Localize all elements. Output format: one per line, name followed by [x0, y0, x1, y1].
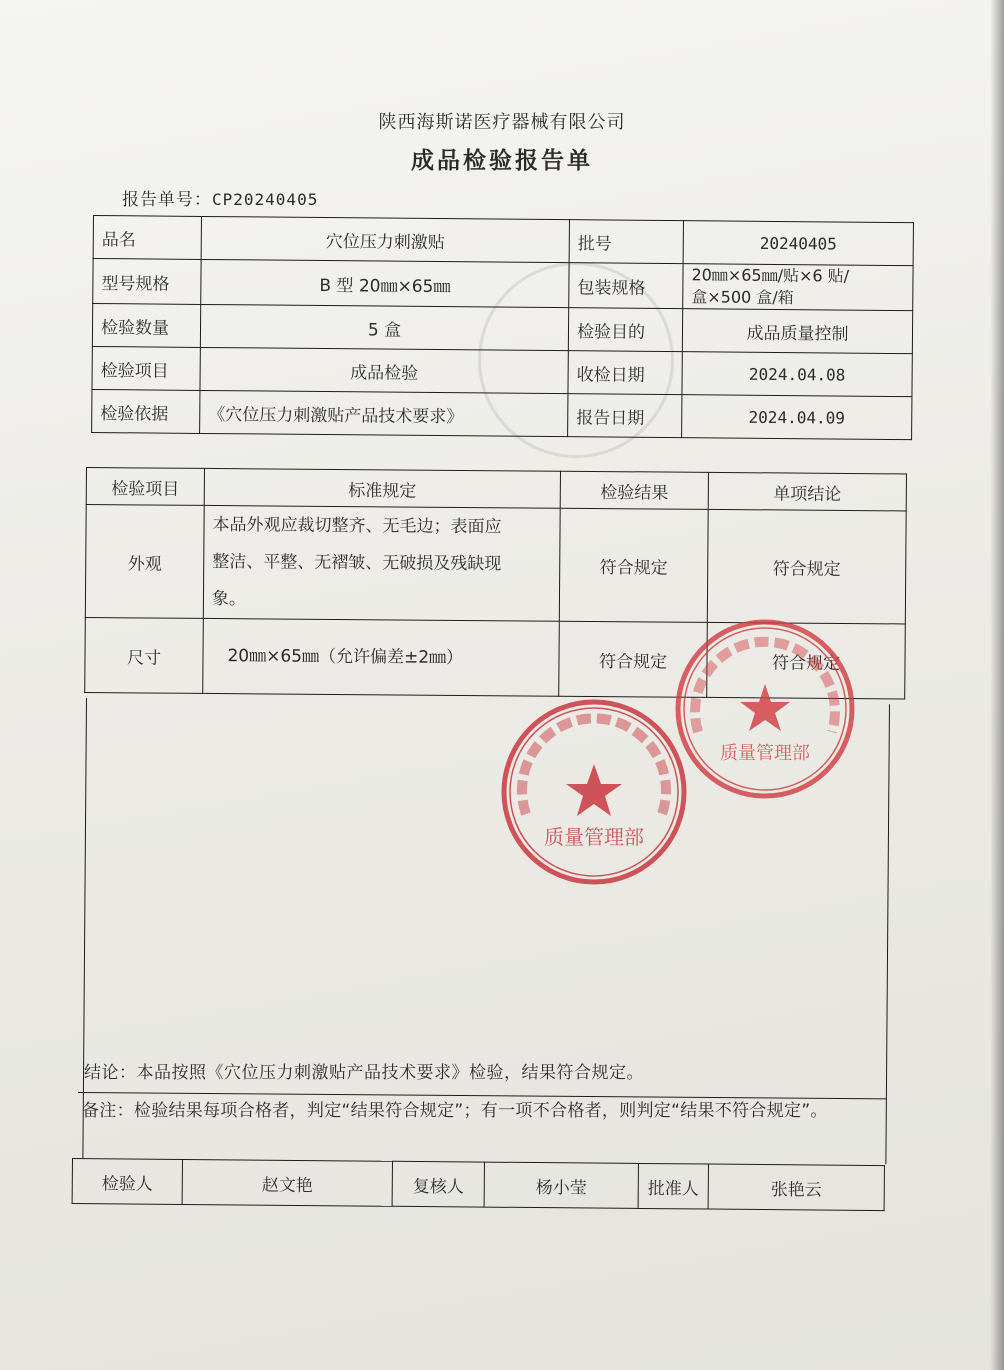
package-spec-line1: 20㎜×65㎜/贴×6 贴/	[691, 265, 850, 286]
header-item: 检验项目	[86, 468, 204, 506]
table-row	[72, 1159, 884, 1211]
quality-dept-seal-2	[670, 614, 860, 804]
standard-line: 本品外观应裁切整齐、无毛边；表面应	[212, 514, 502, 537]
row-item: 外观	[85, 505, 204, 619]
note-text: 备注：检验结果每项合格者，判定“结果符合规定”；有一项不合格者，则判定“结果不符合规定”。	[82, 1101, 828, 1121]
table-row	[92, 346, 912, 396]
row-standard	[203, 618, 560, 696]
table-row	[85, 505, 906, 624]
product-name-label: 品名	[93, 216, 201, 260]
inspection-basis: 《穴位压力刺激贴产品技术要求》	[200, 390, 568, 436]
batch-number: 20240405	[683, 221, 913, 266]
quality-dept-seal-1	[496, 694, 692, 890]
receive-date-label: 收检日期	[568, 351, 682, 395]
receive-date: 2024.04.08	[682, 352, 912, 397]
standard-line: 整洁、平整、无褶皱、无破损及残缺现	[212, 551, 502, 574]
table-row	[93, 259, 913, 311]
batch-label: 批号	[569, 220, 683, 264]
row-conclusion: 符合规定	[707, 622, 906, 699]
package-spec	[683, 264, 913, 311]
table-row	[93, 216, 913, 266]
reviewer-name: 杨小莹	[484, 1162, 638, 1208]
seal-2-bottom-text: 质量管理部	[720, 743, 810, 764]
report-number	[122, 185, 318, 210]
report-date: 2024.04.09	[682, 395, 912, 440]
signature-table	[72, 1158, 885, 1211]
row-standard	[203, 505, 560, 621]
report-number-label: 报告单号：	[122, 190, 212, 210]
approver-label: 批准人	[638, 1163, 708, 1209]
inspector-name: 赵文艳	[182, 1159, 392, 1206]
standard-line: 象。	[211, 588, 247, 609]
inspection-item: 成品检验	[200, 347, 568, 393]
basis-label: 检验依据	[92, 389, 200, 433]
header-standard: 标准规定	[204, 468, 560, 508]
package-spec-line2: 盒×500 盒/箱	[691, 287, 794, 308]
standard-line: 20㎜×65㎜（允许偏差±2㎜）	[227, 645, 464, 668]
report-number-value: CP20240405	[212, 190, 319, 209]
report-date-label: 报告日期	[568, 394, 682, 438]
company-name: 陕西海斯诺医疗器械有限公司	[378, 112, 626, 133]
table-header-row	[86, 468, 906, 511]
reviewer-label: 复核人	[392, 1161, 484, 1207]
purpose-label: 检验目的	[568, 308, 682, 352]
row-result: 符合规定	[559, 621, 708, 697]
table-row	[92, 389, 912, 439]
model-label: 型号规格	[93, 259, 201, 305]
quantity: 5 盒	[200, 304, 568, 350]
header-result: 检验结果	[560, 471, 708, 509]
conclusion-text: 结论：本品按照《穴位压力刺激贴产品技术要求》检验，结果符合规定。	[84, 1063, 644, 1083]
row-item: 尺寸	[85, 617, 204, 693]
approver-name: 张艳云	[708, 1164, 884, 1211]
product-info-table	[91, 215, 914, 440]
row-result: 符合规定	[559, 508, 708, 622]
header-conclusion: 单项结论	[708, 472, 906, 511]
table-row	[92, 304, 912, 354]
inspector-label: 检验人	[72, 1159, 182, 1205]
inspection-item-label: 检验项目	[92, 346, 200, 390]
product-name: 穴位压力刺激贴	[201, 216, 569, 262]
quantity-label: 检验数量	[92, 304, 200, 348]
purpose: 成品质量控制	[682, 309, 912, 354]
model-spec: B 型 20㎜×65㎜	[201, 259, 569, 307]
row-conclusion: 符合规定	[707, 509, 906, 624]
report-title: 成品检验报告单	[411, 148, 593, 174]
seal-1-bottom-text: 质量管理部	[544, 825, 644, 849]
page-shadow	[990, 0, 1004, 1370]
package-label: 包装规格	[569, 263, 683, 309]
